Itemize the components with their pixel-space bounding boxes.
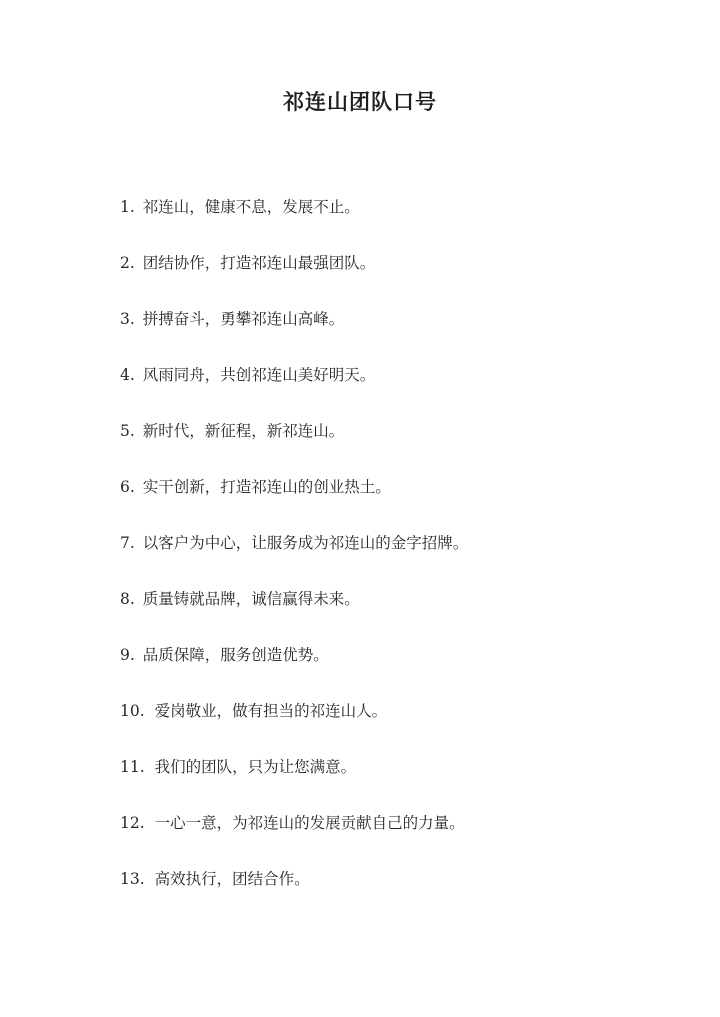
slogan-number: 7. [120, 534, 135, 552]
slogan-item [120, 361, 660, 417]
slogan-text: 新时代，新征程，新祁连山。 [142, 422, 345, 440]
slogan-item [120, 249, 660, 305]
slogan-number: 2. [120, 254, 135, 272]
slogan-number: 1. [120, 198, 135, 216]
slogan-text: 以客户为中心，让服务成为祁连山的金字招牌。 [142, 534, 469, 552]
slogan-number: 4. [120, 366, 135, 384]
slogan-text: 我们的团队，只为让您满意。 [154, 758, 357, 776]
slogan-number: 8. [120, 590, 135, 608]
slogan-text: 团结协作，打造祁连山最强团队。 [142, 254, 376, 272]
slogan-item [120, 753, 660, 809]
slogan-item [120, 417, 660, 473]
slogan-number: 12. [120, 814, 145, 832]
slogan-item [120, 809, 660, 865]
slogan-text: 祁连山，健康不息，发展不止。 [142, 198, 360, 216]
slogan-text: 一心一意，为祁连山的发展贡献自己的力量。 [154, 814, 465, 832]
slogan-item [120, 641, 660, 697]
slogan-text: 高效执行，团结合作。 [154, 870, 310, 888]
slogan-item [120, 305, 660, 361]
slogan-number: 11. [120, 758, 145, 776]
slogan-number: 5. [120, 422, 135, 440]
slogan-number: 3. [120, 310, 135, 328]
slogan-number: 13. [120, 870, 145, 888]
slogan-text: 品质保障，服务创造优势。 [142, 646, 329, 664]
page-title: 祁连山团队口号 [283, 89, 437, 114]
slogan-item [120, 529, 660, 585]
slogan-item [120, 697, 660, 753]
slogan-list [120, 193, 660, 921]
slogan-text: 实干创新，打造祁连山的创业热土。 [142, 478, 391, 496]
slogan-number: 6. [120, 478, 135, 496]
slogan-item [120, 865, 660, 921]
slogan-text: 风雨同舟，共创祁连山美好明天。 [142, 366, 376, 384]
slogan-text: 质量铸就品牌，诚信赢得未来。 [142, 590, 360, 608]
slogan-text: 爱岗敬业，做有担当的祁连山人。 [154, 702, 388, 720]
slogan-item [120, 193, 660, 249]
slogan-text: 拼搏奋斗，勇攀祁连山高峰。 [142, 310, 345, 328]
slogan-item [120, 473, 660, 529]
slogan-number: 10. [120, 702, 145, 720]
slogan-item [120, 585, 660, 641]
slogan-number: 9. [120, 646, 135, 664]
